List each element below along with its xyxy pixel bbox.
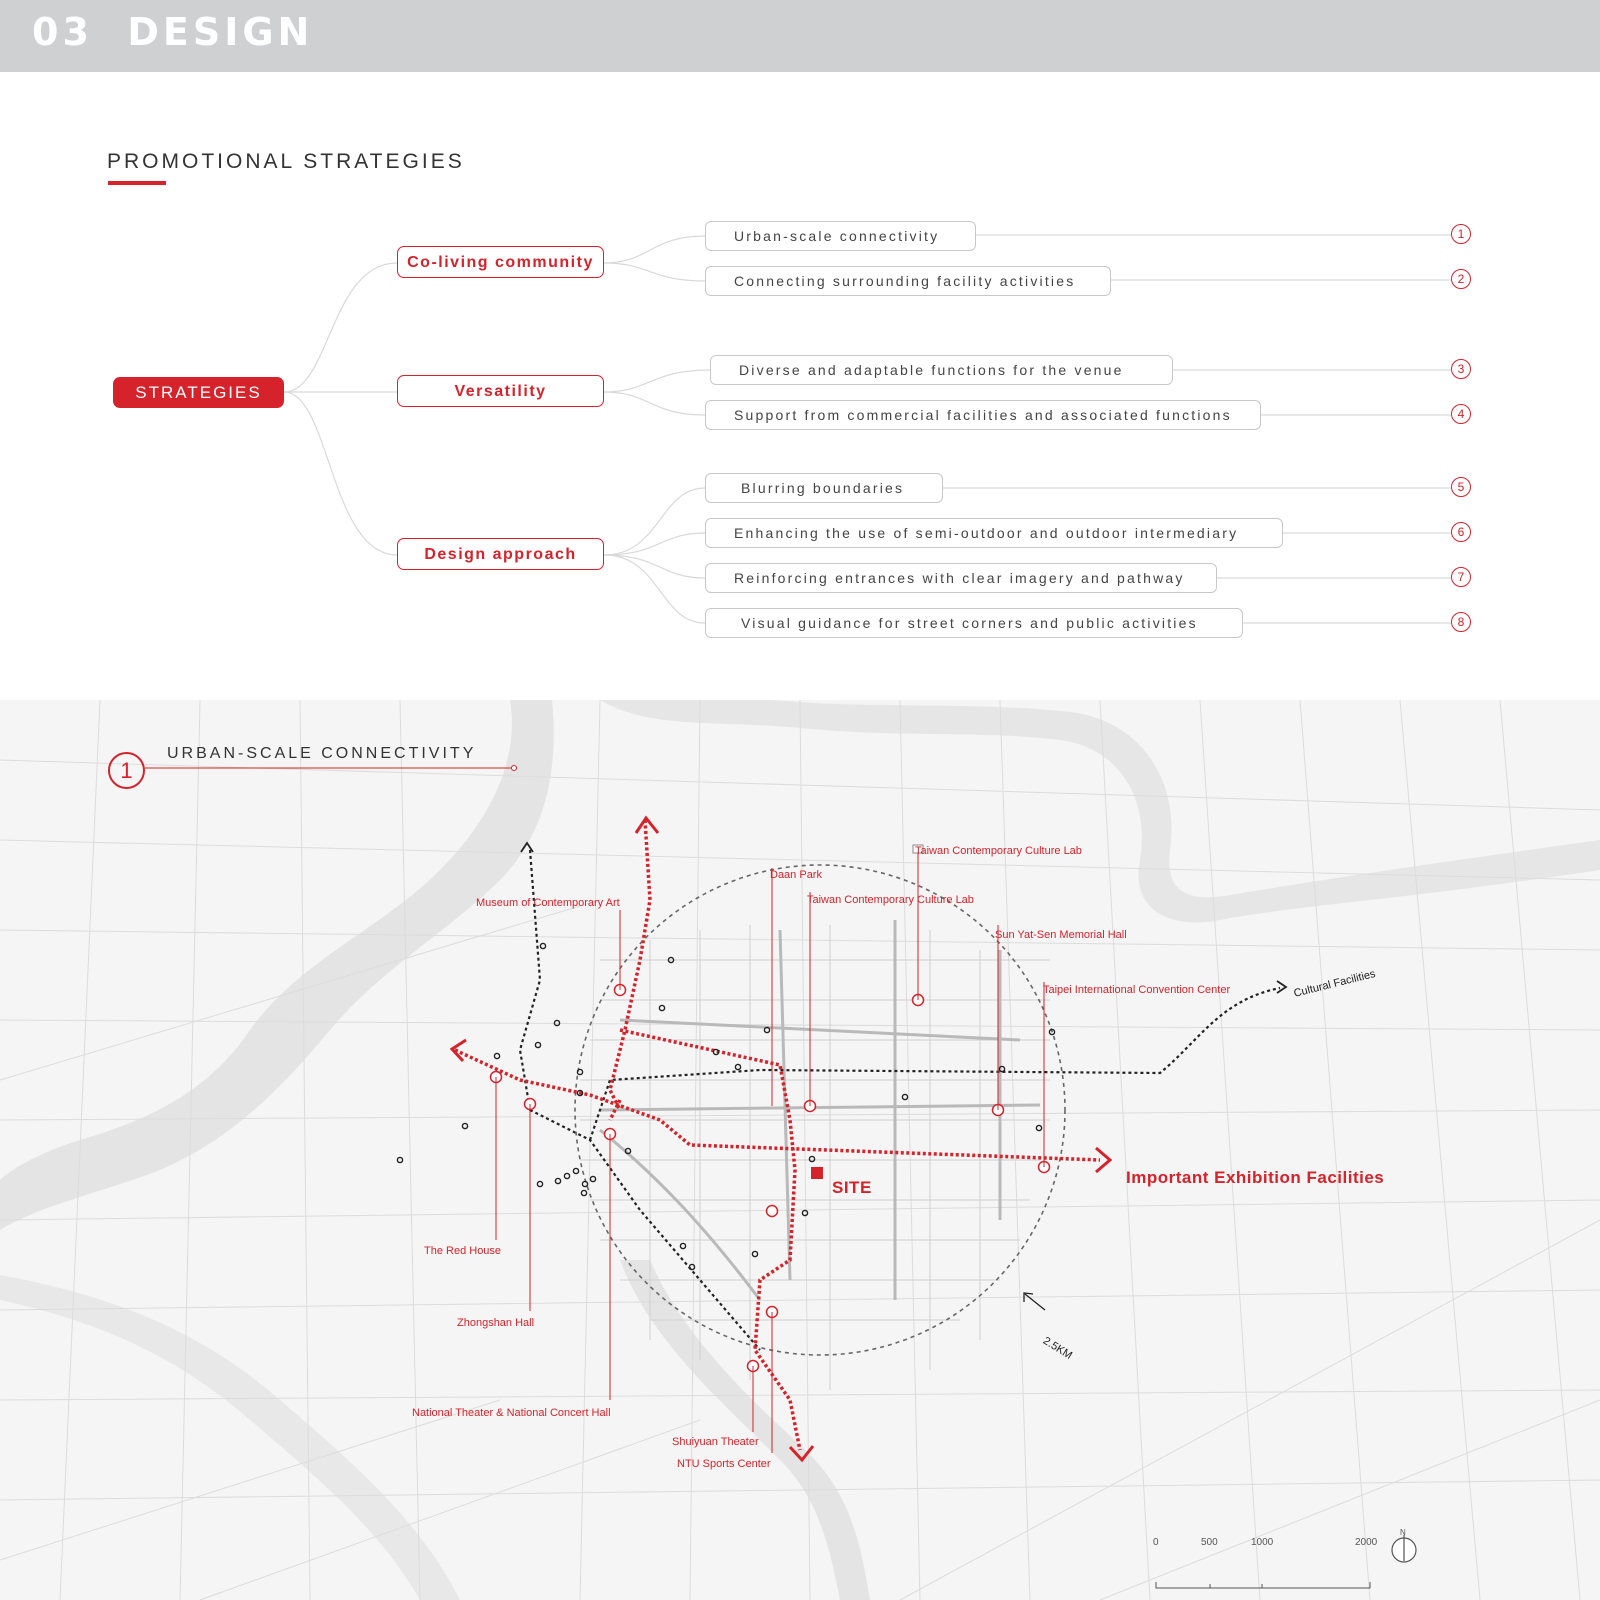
label-culture-lab: Taiwan Contemporary Culture Lab: [807, 894, 974, 906]
category-co-living: Co-living community: [397, 246, 604, 278]
strategy-number-7: 7: [1451, 567, 1471, 587]
label-ntu-sports-center: NTU Sports Center: [677, 1458, 771, 1470]
strategy-item-4: Support from commercial facilities and associated functions: [705, 400, 1261, 430]
tree-connectors: [0, 0, 1600, 700]
label-important-exhibition-facilities: Important Exhibition Facilities: [1126, 1168, 1385, 1187]
strategy-number-8: 8: [1451, 612, 1471, 632]
strategy-number-2: 2: [1451, 269, 1471, 289]
strategy-item-2: Connecting surrounding facility activities: [705, 266, 1111, 296]
label-national-theater: National Theater & National Concert Hall: [412, 1407, 611, 1419]
scale-label-500: 500: [1201, 1537, 1218, 1548]
map-section-title: URBAN-SCALE CONNECTIVITY: [167, 745, 477, 762]
label-site: SITE: [832, 1178, 872, 1197]
strategy-number-1: 1: [1451, 224, 1471, 244]
strategy-number-4: 4: [1451, 404, 1471, 424]
label-museum-contemporary-art: Museum of Contemporary Art: [476, 897, 620, 909]
strategy-item-6: Enhancing the use of semi-outdoor and outdoor intermediary: [705, 518, 1283, 548]
strategy-item-8: Visual guidance for street corners and public activities: [705, 608, 1243, 638]
map-section-number: 1: [108, 752, 145, 789]
label-culture-lab-top: Taiwan Contemporary Culture Lab: [915, 845, 1082, 857]
scale-label-0: 0: [1153, 1537, 1159, 1548]
page-title: 03 DESIGN: [32, 10, 314, 54]
map-drawing: [0, 700, 1600, 1600]
label-radius-2-5km: 2.5KM: [1040, 1334, 1075, 1362]
strategy-number-5: 5: [1451, 477, 1471, 497]
strategy-item-7: Reinforcing entrances with clear imagery and pathway: [705, 563, 1217, 593]
label-daan-park: Daan Park: [770, 869, 822, 881]
scale-label-1000: 1000: [1251, 1537, 1274, 1548]
label-cultural-facilities: Cultural Facilities: [1292, 967, 1377, 1000]
strategy-number-6: 6: [1451, 522, 1471, 542]
label-red-house: The Red House: [424, 1245, 502, 1257]
strategies-root-node: STRATEGIES: [113, 377, 284, 408]
strategy-number-3: 3: [1451, 359, 1471, 379]
strategy-item-3: Diverse and adaptable functions for the venue: [710, 355, 1173, 385]
category-versatility: Versatility: [397, 375, 604, 407]
urban-map: [0, 700, 1600, 1600]
strategy-item-5: Blurring boundaries: [705, 473, 943, 503]
label-sun-yat-sen-hall: Sun Yat-Sen Memorial Hall: [995, 929, 1127, 941]
category-design-approach: Design approach: [397, 538, 604, 570]
section-title: PROMOTIONAL STRATEGIES: [107, 150, 465, 173]
north-arrow-icon: N: [1400, 1528, 1406, 1537]
label-convention-center: Taipei International Convention Center: [1043, 984, 1231, 996]
label-shuiyuan-theater: Shuiyuan Theater: [672, 1436, 759, 1448]
label-zhongshan-hall: Zhongshan Hall: [457, 1317, 535, 1329]
scale-label-2000: 2000: [1355, 1537, 1378, 1548]
strategy-item-1: Urban-scale connectivity: [705, 221, 976, 251]
